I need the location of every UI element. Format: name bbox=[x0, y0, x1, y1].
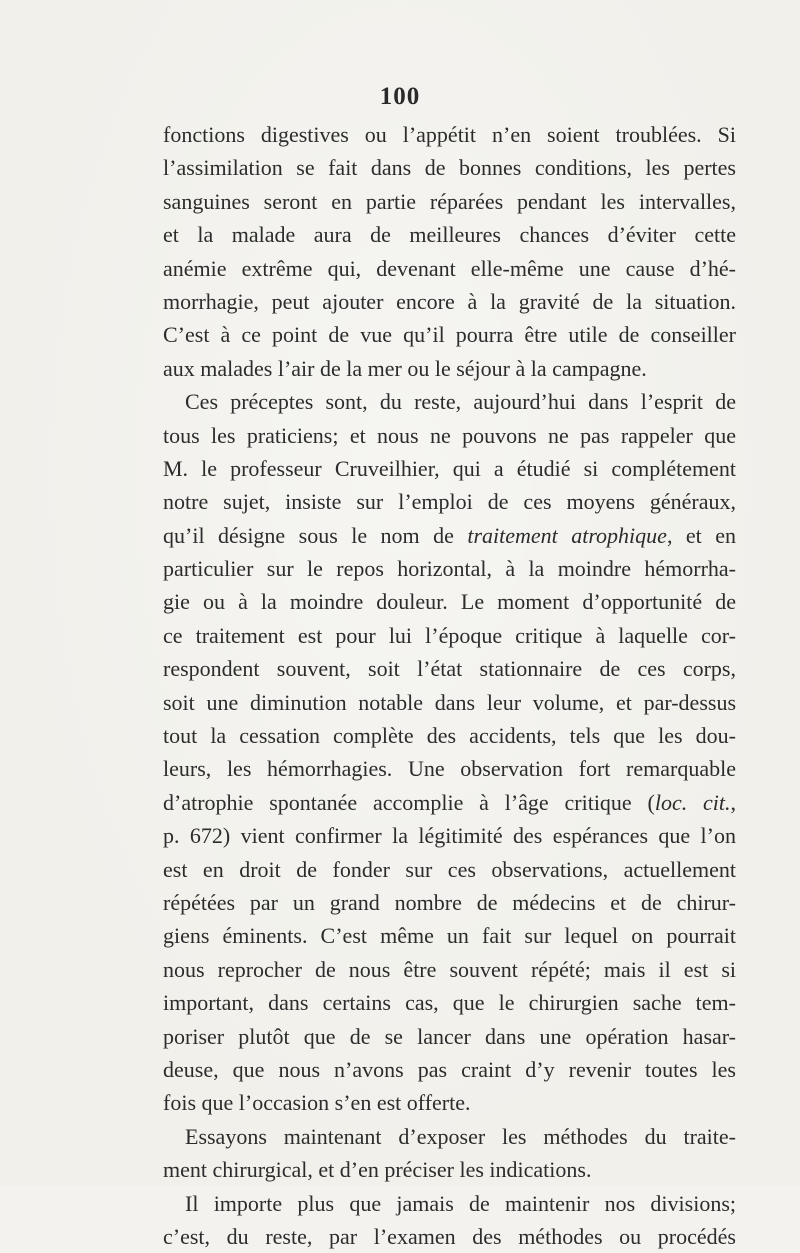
text-line: aux malades l’air de la mer ou le séjour à la campagne. bbox=[163, 355, 647, 381]
text-line: tout la cessation complète des accidents, tels que les dou- bbox=[163, 723, 736, 749]
text-line: et la malade aura de meilleures chances d’éviter cette bbox=[163, 222, 736, 248]
text-line: morrhagie, peut ajouter encore à la gravité de la situation. bbox=[163, 288, 736, 314]
text-line: l’assimilation se fait dans de bonnes conditions, les pertes bbox=[163, 155, 736, 181]
text-line: tous les praticiens; et nous ne pouvons ne pas rappeler que bbox=[163, 422, 736, 448]
text-line: gie ou à la moindre douleur. Le moment d’opportunité de bbox=[163, 589, 736, 615]
text-line: important, dans certains cas, que le chirurgien sache tem- bbox=[163, 990, 736, 1016]
text-line: notre sujet, insiste sur l’emploi de ces moyens généraux, bbox=[163, 489, 736, 515]
text-line: ment chirurgical, et d’en préciser les indications. bbox=[163, 1157, 592, 1183]
text-line: fonctions digestives ou l’appétit n’en soient troublées. Si bbox=[163, 122, 736, 147]
text-line: poriser plutôt que de se lancer dans une opération hasar- bbox=[163, 1023, 736, 1049]
text-line: p. 672) vient confirmer la légitimité des espérances que l’on bbox=[163, 823, 736, 849]
text-line: nous reprocher de nous être souvent répété; mais il est si bbox=[163, 956, 736, 982]
text-line: Il importe plus que jamais de maintenir nos divisions; bbox=[185, 1190, 736, 1216]
text-line: deuse, que nous n’avons pas craint d’y revenir toutes les bbox=[163, 1056, 736, 1082]
text-line: c’est, du reste, par l’examen des méthodes ou procédés bbox=[163, 1223, 736, 1249]
text-line: particulier sur le repos horizontal, à la moindre hémorrha- bbox=[163, 556, 736, 582]
text-line: anémie extrême qui, devenant elle-même une cause d’hé- bbox=[163, 255, 736, 281]
text-line: soit une diminution notable dans leur volume, et par-dessus bbox=[163, 689, 736, 715]
text-line: ce traitement est pour lui l’époque critique à laquelle cor- bbox=[163, 622, 736, 648]
text-line: répétées par un grand nombre de médecins et de chirur- bbox=[163, 889, 736, 915]
text-line: sanguines seront en partie réparées pendant les intervalles, bbox=[163, 188, 736, 214]
text-line: est en droit de fonder sur ces observations, actuellement bbox=[163, 856, 736, 882]
text-line: C’est à ce point de vue qu’il pourra être utile de conseiller bbox=[163, 322, 736, 348]
text-line: qu’il désigne sous le nom de traitement atrophique, et en bbox=[163, 522, 736, 548]
page-number: 100 bbox=[379, 83, 421, 110]
text-line: Essayons maintenant d’exposer les méthodes du traite- bbox=[185, 1123, 736, 1149]
text-line: fois que l’occasion s’en est offerte. bbox=[163, 1090, 471, 1116]
body-text bbox=[163, 118, 736, 1253]
text-line: leurs, les hémorrhagies. Une observation fort remarquable bbox=[163, 756, 736, 782]
text-line: respondent souvent, soit l’état stationnaire de ces corps, bbox=[163, 656, 736, 682]
text-line: d’atrophie spontanée accomplie à l’âge critique (loc. cit., bbox=[163, 789, 736, 815]
italic-phrase: loc. cit. bbox=[654, 789, 731, 815]
text-line: M. le professeur Cruveilhier, qui a étudié si complétement bbox=[163, 455, 736, 481]
text-line: giens éminents. C’est même un fait sur lequel on pourrait bbox=[163, 923, 736, 949]
italic-phrase: traitement atrophique bbox=[467, 522, 667, 548]
text-line: Ces préceptes sont, du reste, aujourd’hui dans l’esprit de bbox=[185, 389, 736, 415]
